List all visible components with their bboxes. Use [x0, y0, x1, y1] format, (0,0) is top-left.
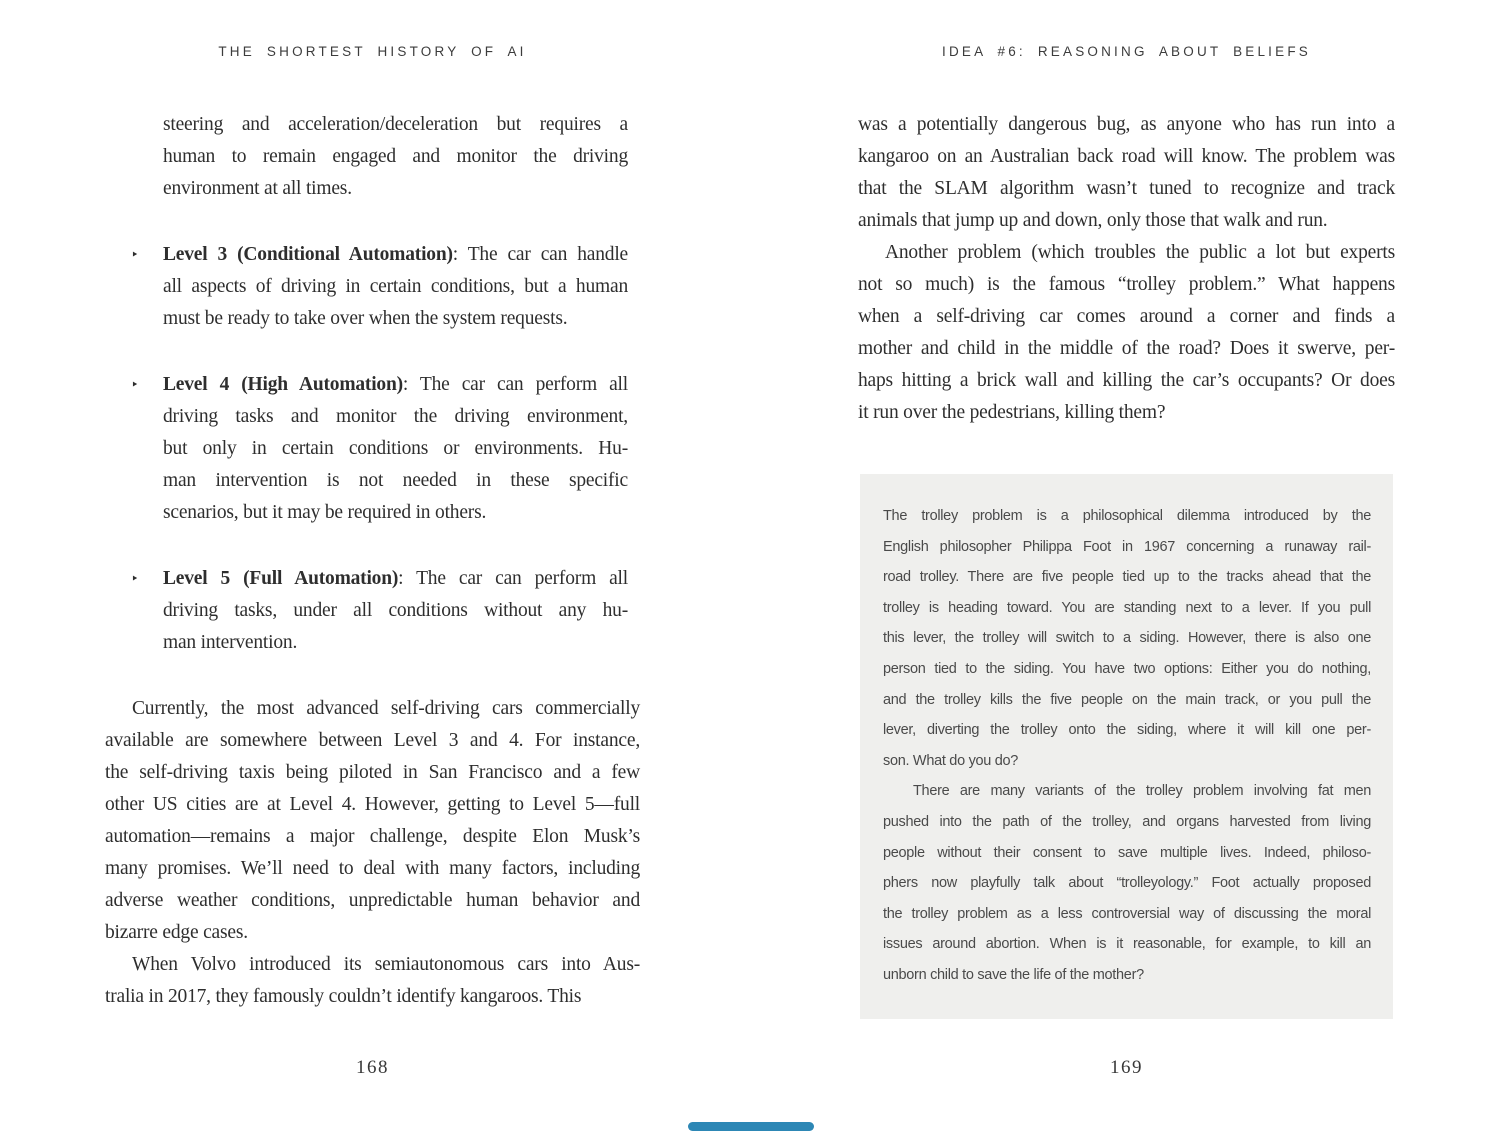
text-line: the trolley problem as a less controversial way of discussing the moral — [883, 905, 1371, 922]
triangle-bullet-icon: ‣ — [131, 572, 139, 587]
text-line: road trolley. There are five people tied up to the tracks ahead that the — [883, 569, 1371, 586]
text-line: but only in certain conditions or environments. Hu- — [163, 438, 628, 459]
text-line: this lever, the trolley will switch to a siding. However, there is also one — [883, 630, 1371, 647]
bullet-label: Level 5 (Full Automation) — [163, 568, 399, 589]
text-line: son. What do you do? — [883, 752, 1019, 769]
triangle-bullet-icon: ‣ — [131, 378, 139, 393]
text-line: available are somewhere between Level 3 and 4. For instance, — [105, 730, 640, 751]
text-line — [163, 239, 628, 271]
text-line: people without their consent to save multiple lives. Indeed, philoso- — [883, 844, 1371, 861]
text-line: other US cities are at Level 4. However, getting to Level 5—full — [105, 794, 640, 815]
list-item-level-3 — [131, 239, 628, 335]
text-line: haps hitting a brick wall and killing the car’s occupants? Or does — [858, 370, 1395, 391]
paragraph-bug — [858, 109, 1395, 237]
running-header-right: IDEA #6: REASONING ABOUT BELIEFS — [942, 44, 1311, 59]
text-line: Currently, the most advanced self-driving cars commercially — [132, 698, 640, 719]
text-line: trolley is heading toward. You are standing next to a lever. If you pull — [883, 599, 1371, 616]
text-line: English philosopher Philippa Foot in 1967 concerning a runaway rail- — [883, 538, 1371, 555]
text-line: adverse weather conditions, unpredictable human behavior and — [105, 890, 640, 911]
text-line: man intervention. — [163, 632, 298, 653]
reader-progress-bar[interactable] — [688, 1122, 814, 1131]
text-line: unborn child to save the life of the mother? — [883, 966, 1144, 983]
text-line: bizarre edge cases. — [105, 922, 248, 943]
paragraph-volvo — [105, 949, 640, 1013]
bullet-lines — [163, 595, 628, 659]
text-line — [163, 369, 628, 401]
text-line: when a self-driving car comes around a corner and finds a — [858, 306, 1395, 327]
text-line: issues around abortion. When is it reasonable, for example, to kill an — [883, 936, 1371, 953]
bullet-label: Level 4 (High Automation) — [163, 374, 403, 395]
list-item-level-4 — [131, 369, 628, 529]
text-line: Another problem (which troubles the public a lot but experts — [885, 242, 1395, 263]
text-line: many promises. We’ll need to deal with many factors, including — [105, 858, 640, 879]
list-item-level-5 — [131, 563, 628, 659]
bullet-lines — [163, 401, 628, 529]
text-line: There are many variants of the trolley problem involving fat men — [913, 783, 1371, 800]
bullet-lines — [163, 271, 628, 335]
box-paragraph-2 — [883, 776, 1371, 990]
right-page-text-column — [858, 109, 1395, 1019]
text-line: automation—remains a major challenge, despite Elon Musk’s — [105, 826, 640, 847]
text-line: animals that jump up and down, only those that walk and run. — [858, 210, 1328, 231]
text-line: man intervention is not needed in these specific — [163, 470, 628, 491]
paragraph-currently — [105, 693, 640, 949]
text-line: that the SLAM algorithm wasn’t tuned to recognize and track — [858, 178, 1395, 199]
bullet-text: : The car can perform all — [398, 568, 628, 589]
text-line: When Volvo introduced its semiautonomous cars into Aus- — [132, 954, 640, 975]
text-line: not so much) is the famous “trolley problem.” What happens — [858, 274, 1395, 295]
text-line: it run over the pedestrians, killing them? — [858, 402, 1166, 423]
triangle-bullet-icon: ‣ — [131, 248, 139, 263]
text-line: lever, diverting the trolley onto the siding, where it will kill one per- — [883, 722, 1371, 739]
text-line: scenarios, but it may be required in others. — [163, 502, 487, 523]
paragraph-trolley-problem — [858, 237, 1395, 429]
text-line: all aspects of driving in certain conditions, but a human — [163, 276, 628, 297]
text-line: steering and acceleration/deceleration but requires a — [163, 114, 628, 135]
left-page-text-column — [105, 109, 640, 1013]
text-line: kangaroo on an Australian back road will know. The problem was — [858, 146, 1395, 167]
text-line: the self-driving taxis being piloted in San Francisco and a few — [105, 762, 640, 783]
page-number-left: 168 — [356, 1057, 389, 1078]
text-line: environment at all times. — [163, 178, 352, 199]
paragraph-continuation — [163, 109, 628, 205]
bullet-label: Level 3 (Conditional Automation) — [163, 244, 453, 265]
text-line: tralia in 2017, they famously couldn’t identify kangaroos. This — [105, 986, 582, 1007]
running-header-left: THE SHORTEST HISTORY OF AI — [218, 44, 527, 59]
text-line: mother and child in the middle of the road? Does it swerve, per- — [858, 338, 1395, 359]
text-line: must be ready to take over when the system requests. — [163, 308, 568, 329]
text-line: and the trolley kills the five people on the main track, or you pull the — [883, 691, 1371, 708]
text-line: driving tasks, under all conditions without any hu- — [163, 600, 628, 621]
text-line: person tied to the siding. You have two options: Either you do nothing, — [883, 660, 1371, 677]
bullet-text: : The car can handle — [452, 244, 628, 265]
text-line: was a potentially dangerous bug, as anyone who has run into a — [858, 114, 1395, 135]
box-paragraph-1 — [883, 501, 1371, 776]
text-line: The trolley problem is a philosophical dilemma introduced by the — [883, 508, 1371, 524]
page-number-right: 169 — [1110, 1057, 1143, 1078]
text-line — [163, 563, 628, 595]
sidebar-box-trolley — [860, 474, 1393, 1019]
text-line: pushed into the path of the trolley, and organs harvested from living — [883, 813, 1371, 830]
text-line: driving tasks and monitor the driving environment, — [163, 406, 628, 427]
bullet-text: : The car can perform all — [402, 374, 628, 395]
text-line: human to remain engaged and monitor the driving — [163, 146, 628, 167]
text-line: phers now playfully talk about “trolleyology.” Foot actually proposed — [883, 875, 1371, 892]
